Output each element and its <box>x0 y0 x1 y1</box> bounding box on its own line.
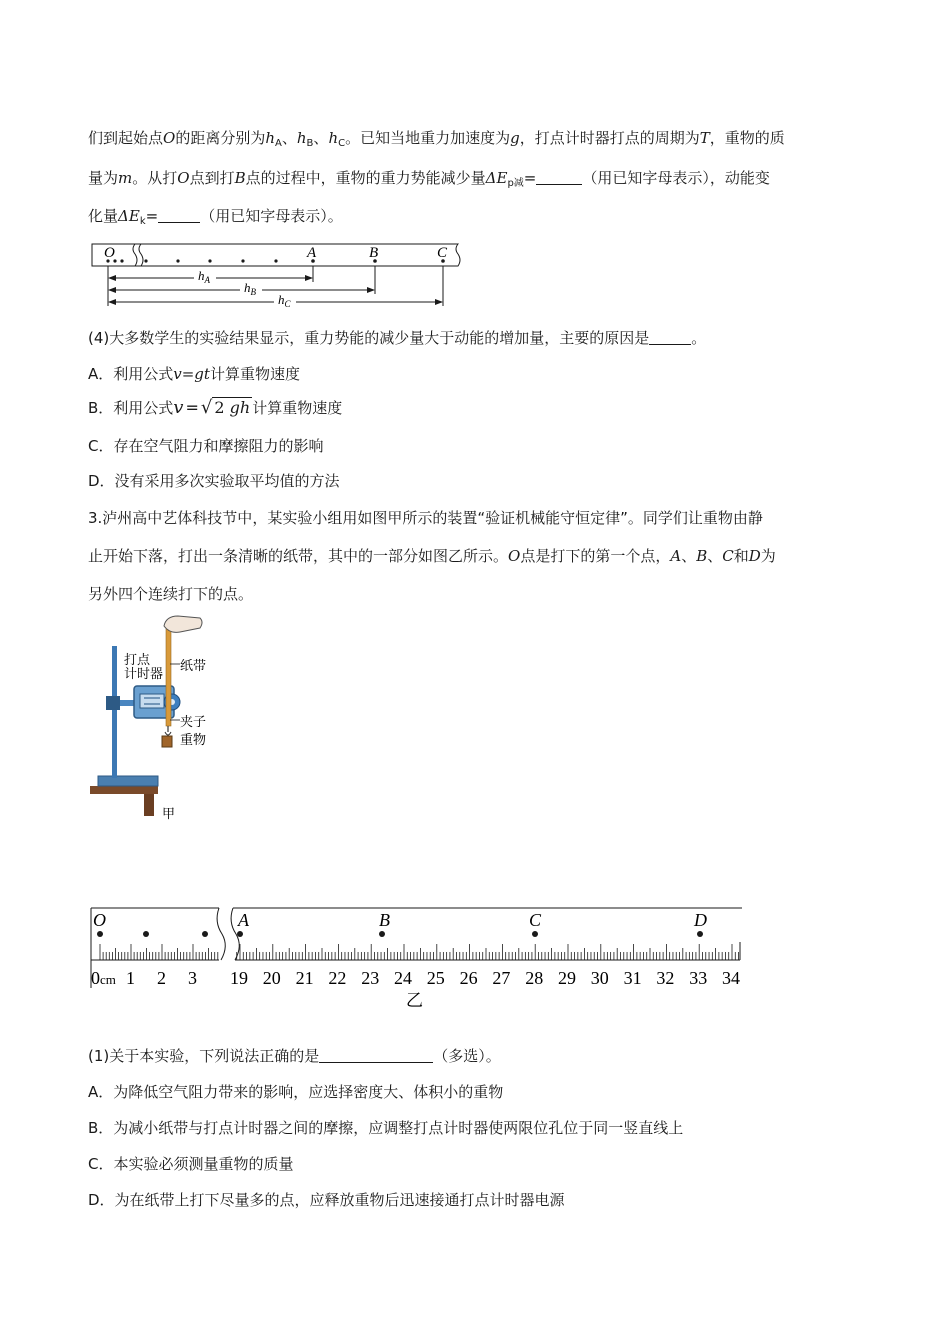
ruler-number: 23 <box>361 968 380 988</box>
q4-stem: (4)大多数学生的实验结果显示，重力势能的减少量大于动能的增加量，主要的原因是 。 <box>88 329 707 347</box>
dot <box>274 259 277 262</box>
answer-blank-dEk[interactable] <box>158 208 200 223</box>
q3-line-3: 另外四个连续打下的点。 <box>88 585 254 603</box>
sqrt-symbol: √ <box>200 397 213 418</box>
tape-strip <box>92 244 460 266</box>
q3-line-2: 止开始下落，打出一条清晰的纸带，其中的一部分如图乙所示。O点是打下的第一个点，A、B、C和D为 <box>88 547 776 565</box>
svg-text:夹子: 夹子 <box>180 715 207 730</box>
ruler-number: 20 <box>262 968 281 988</box>
q4-option-d[interactable]: D．没有采用多次实验取平均值的方法 <box>88 472 340 490</box>
ruler-zero: 0cm <box>91 968 116 988</box>
ruler-number: 27 <box>492 968 511 988</box>
q1-option-d[interactable]: D．为在纸带上打下尽量多的点，应释放重物后迅速接通打点计时器电源 <box>88 1191 565 1209</box>
answer-blank-q4[interactable] <box>649 330 691 345</box>
figure-caption-jia: 甲 <box>162 807 176 822</box>
tape-figure-1 <box>88 240 468 312</box>
label-A: A <box>307 245 317 261</box>
ruler-number: 22 <box>328 968 347 988</box>
ruler-figure <box>88 902 748 1010</box>
q2-line-3: 化量$\Delta E_k=$ （用已知字母表示）。 <box>88 207 343 227</box>
dot <box>120 259 123 262</box>
q1-stem: (1)关于本实验，下列说法正确的是 （多选）。 <box>88 1047 501 1065</box>
dot-B <box>379 931 385 937</box>
label-C: C <box>529 910 542 930</box>
label-O: O <box>104 245 115 261</box>
ruler-number: 29 <box>558 968 576 988</box>
q3-line-1: 3.泸州高中艺体科技节中，某实验小组用如图甲所示的装置“验证机械能守恒定律”。同学们让重物由静 <box>88 509 763 527</box>
answer-blank-q1[interactable] <box>319 1048 433 1063</box>
label-O: O <box>93 910 106 930</box>
q4-option-c[interactable]: C．存在空气阻力和摩擦阻力的影响 <box>88 437 324 455</box>
dot <box>241 259 244 262</box>
dot-A <box>237 931 243 937</box>
ruler-number: 26 <box>459 968 478 988</box>
ruler-number: 2 <box>157 968 166 988</box>
label-B: B <box>369 245 379 261</box>
svg-text:计时器: 计时器 <box>124 667 164 682</box>
ruler-number: 24 <box>394 968 412 988</box>
label-B: B <box>379 910 390 930</box>
svg-text:打点: 打点 <box>124 653 151 668</box>
stand-rod <box>112 646 117 778</box>
q2-line-2: 量为m。从打O点到打B点的过程中，重物的重力势能减少量$\Delta E_{p减}=$ （用已知字母表示），动能变 <box>88 169 770 189</box>
dot-D <box>697 931 703 937</box>
weight <box>162 736 172 747</box>
ruler-number: 33 <box>689 968 708 988</box>
ruler-number: 21 <box>295 968 314 988</box>
hand <box>164 616 202 632</box>
ruler-number: 28 <box>525 968 544 988</box>
stand-base <box>98 776 158 786</box>
q2-line-1: 们到起始点O的距离分别为$h_A$、$h_B$、$h_C$。已知当地重力加速度为g，打点计时器打点的周期为T，重物的质 <box>88 129 785 149</box>
dot <box>208 259 211 262</box>
label-hA: $h_A$ <box>198 268 210 285</box>
label-hB: $h_B$ <box>244 280 256 297</box>
label-A: A <box>238 910 249 930</box>
ruler-number: 32 <box>656 968 675 988</box>
dot-C <box>532 931 538 937</box>
apparatus-figure <box>88 612 238 824</box>
ruler-number: 1 <box>126 968 135 988</box>
tape-with-ruler <box>91 908 742 1010</box>
ruler-number: 30 <box>590 968 609 988</box>
svg-text:重物: 重物 <box>180 733 207 748</box>
dot-O <box>97 931 103 937</box>
dot <box>143 931 149 937</box>
ruler-number: 31 <box>623 968 642 988</box>
table-top <box>90 786 158 794</box>
q4-option-b[interactable]: B．利用公式v = √ 2 gh 计算重物速度 <box>88 397 343 418</box>
q4-option-a[interactable]: A．利用公式v=gt计算重物速度 <box>88 365 300 383</box>
svg-text:纸带: 纸带 <box>180 659 207 674</box>
answer-blank-dEp[interactable] <box>536 170 582 185</box>
label-C: C <box>437 245 448 261</box>
tape-break <box>133 244 137 266</box>
q1-option-b[interactable]: B．为减小纸带与打点计时器之间的摩擦，应调整打点计时器使两限位孔位于同一竖直线上 <box>88 1119 684 1137</box>
ruler-number: 34 <box>722 968 740 988</box>
label-D: D <box>694 910 707 930</box>
ruler-number: 19 <box>230 968 248 988</box>
q1-option-a[interactable]: A．为降低空气阻力带来的影响，应选择密度大、体积小的重物 <box>88 1083 504 1101</box>
dot <box>144 259 147 262</box>
figure-caption-yi: 乙 <box>406 991 423 1010</box>
ruler-number: 3 <box>188 968 197 988</box>
paper-tape <box>166 622 171 726</box>
dot <box>176 259 179 262</box>
ruler-number: 25 <box>426 968 445 988</box>
dot <box>202 931 208 937</box>
label-hC: $h_C$ <box>278 292 291 309</box>
q1-option-c[interactable]: C．本实验必须测量重物的质量 <box>88 1155 294 1173</box>
